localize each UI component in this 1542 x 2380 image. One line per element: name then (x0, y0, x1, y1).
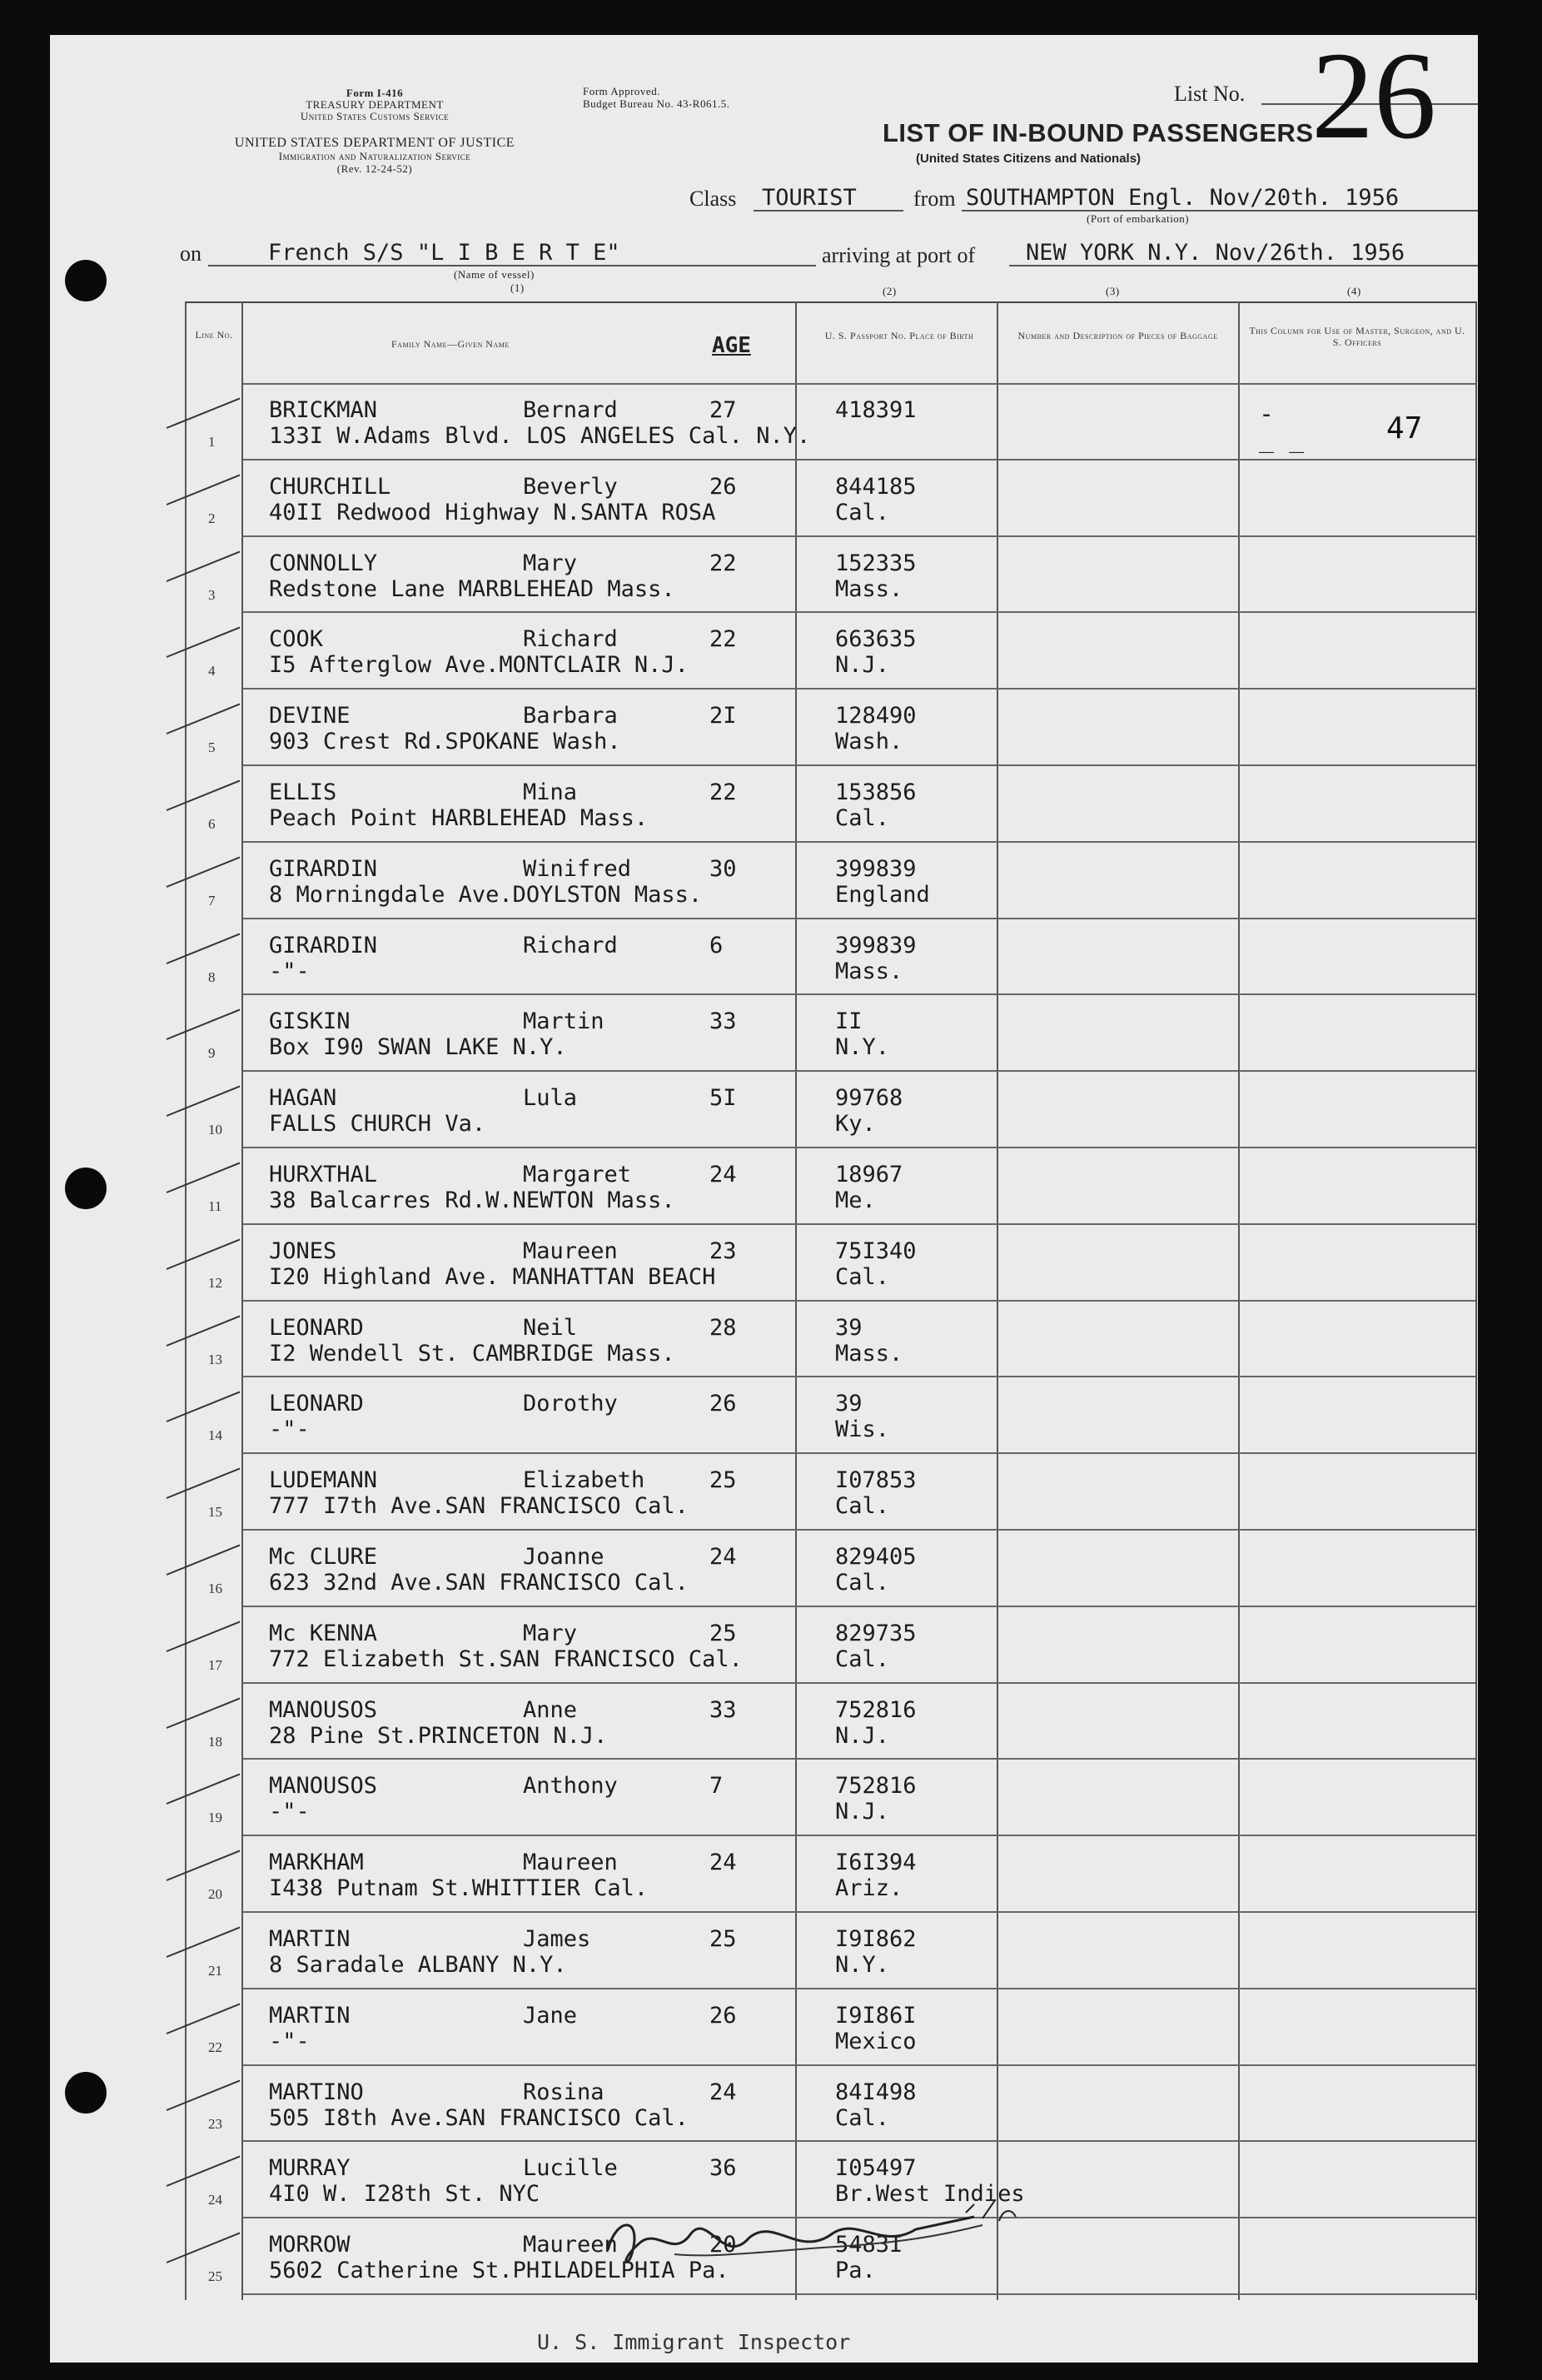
family-name: MARTINO (269, 2079, 364, 2105)
row-rule (243, 459, 1475, 461)
family-name: LEONARD (269, 1391, 364, 1417)
passport-number: 844185 (835, 473, 917, 500)
age: 27 (709, 397, 737, 423)
family-name: MANOUSOS (269, 1696, 378, 1723)
given-name: Winifred (523, 855, 632, 882)
passport-number: 5483I (835, 2232, 903, 2258)
line-number: 4 (208, 663, 216, 680)
given-name: Mina (523, 779, 578, 805)
punch-hole (65, 1168, 107, 1209)
line-number: 5 (208, 739, 216, 756)
line-number: 21 (208, 1963, 222, 1979)
age: 24 (709, 1162, 737, 1188)
place-of-birth: Mexico (835, 2028, 917, 2054)
family-name: DEVINE (269, 703, 351, 729)
port-embark-caption: (Port of embarkation) (1087, 212, 1190, 225)
address: Box I90 SWAN LAKE N.Y. (269, 1034, 567, 1061)
line-number: 17 (208, 1656, 222, 1673)
place-of-birth: Cal. (835, 499, 890, 525)
place-of-birth: Cal. (835, 1263, 890, 1290)
given-name: Beverly (523, 473, 618, 500)
given-name: Lula (523, 1085, 578, 1112)
row-rule (243, 764, 1475, 766)
row-rule (243, 1529, 1475, 1531)
row-rule (243, 1376, 1475, 1377)
passport-number: 128490 (835, 703, 917, 729)
line-number: 23 (208, 2115, 222, 2132)
given-name: Anthony (523, 1773, 618, 1800)
family-name: GIRARDIN (269, 855, 378, 882)
col-officers: This Column for Use of Master, Surgeon, and U. S. Officers (1249, 325, 1465, 348)
given-name: Neil (523, 1314, 578, 1341)
row-rule (243, 1758, 1475, 1760)
table-right-border (1475, 301, 1477, 2300)
family-name: MARKHAM (269, 1850, 364, 1876)
place-of-birth: Mass. (835, 1340, 903, 1367)
arrival-port: NEW YORK N.Y. Nov/26th. 1956 (1026, 240, 1405, 266)
col-baggage: Number and Description of Pieces of Baggage (1017, 330, 1218, 341)
family-name: GIRARDIN (269, 932, 378, 958)
age: 28 (709, 1314, 737, 1341)
col3-marker: (3) (1106, 285, 1120, 297)
family-name: ELLIS (269, 779, 337, 805)
address: Redstone Lane MARBLEHEAD Mass. (269, 575, 675, 602)
address: 8 Saradale ALBANY N.Y. (269, 1952, 567, 1978)
given-name: Jane (523, 2002, 578, 2029)
address: 38 Balcarres Rd.W.NEWTON Mass. (269, 1188, 675, 1213)
age: 22 (709, 626, 737, 653)
row-rule (243, 993, 1475, 995)
passport-number: 829735 (835, 1620, 917, 1646)
place-of-birth: N.J. (835, 1799, 890, 1825)
row-rule (243, 1911, 1475, 1913)
family-name: LUDEMANN (269, 1467, 378, 1494)
place-of-birth: Cal. (835, 1646, 890, 1672)
address: -"- (269, 1799, 310, 1825)
age: 7 (709, 1773, 724, 1800)
given-name: James (523, 1926, 591, 1952)
age: 24 (709, 1544, 737, 1570)
age: 25 (709, 1467, 737, 1494)
on-label: on (180, 241, 201, 266)
age: 6 (709, 932, 724, 958)
age: 22 (709, 779, 737, 805)
passport-number: I07853 (835, 1467, 917, 1494)
row-rule (243, 1070, 1475, 1072)
family-name: MURRAY (269, 2155, 351, 2182)
given-name: Lucille (523, 2155, 618, 2182)
passport-number: 752816 (835, 1773, 917, 1800)
family-name: GISKIN (269, 1008, 351, 1035)
passport-number: 39 (835, 1314, 863, 1341)
line-number: 14 (208, 1427, 222, 1444)
given-name: Maureen (523, 2232, 618, 2258)
row-rule (243, 1147, 1475, 1148)
address: 505 I8th Ave.SAN FRANCISCO Cal. (269, 2104, 689, 2131)
line-number: 19 (208, 1810, 222, 1826)
family-name: MORROW (269, 2232, 351, 2258)
form-approved: Form Approved. (583, 85, 660, 97)
line-number: 6 (208, 816, 216, 832)
address: 903 Crest Rd.SPOKANE Wash. (269, 729, 621, 755)
given-name: Elizabeth (523, 1467, 645, 1494)
place-of-birth: England (835, 881, 930, 908)
address: -"- (269, 2028, 310, 2054)
family-name: LEONARD (269, 1314, 364, 1341)
age: 33 (709, 1008, 737, 1035)
passport-number: 99768 (835, 1085, 903, 1112)
line-number: 12 (208, 1274, 222, 1291)
col-passport: U. S. Passport No. Place of Birth (824, 330, 974, 341)
passport-number: II (835, 1008, 863, 1035)
address: Peach Point HARBLEHEAD Mass. (269, 805, 649, 831)
passport-number: 75I340 (835, 1237, 917, 1264)
header-bottom-rule (243, 383, 1475, 385)
age: 23 (709, 1237, 737, 1264)
place-of-birth: Ky. (835, 1111, 876, 1138)
age: 24 (709, 1850, 737, 1876)
address: I5 Afterglow Ave.MONTCLAIR N.J. (269, 652, 689, 679)
row-rule (243, 1988, 1475, 1989)
given-name: Richard (523, 932, 618, 958)
address: -"- (269, 958, 310, 984)
place-of-birth: Ariz. (835, 1875, 903, 1902)
table-top-border (185, 301, 1477, 303)
passport-number: 663635 (835, 626, 917, 653)
given-name: Barbara (523, 703, 618, 729)
line-number: 24 (208, 2192, 222, 2208)
family-name: COOK (269, 626, 324, 653)
justice-dept: UNITED STATES DEPARTMENT OF JUSTICE (234, 136, 515, 150)
family-name: HURXTHAL (269, 1162, 378, 1188)
line-number: 20 (208, 1886, 222, 1903)
line-number: 9 (208, 1045, 216, 1062)
manifest-title: LIST OF IN-BOUND PASSENGERS (883, 118, 1314, 147)
place-of-birth: Cal. (835, 805, 890, 831)
place-of-birth: Cal. (835, 1570, 890, 1596)
age: 24 (709, 2079, 737, 2105)
col-name: Family Name—Given Name (391, 338, 510, 350)
list-number: 26 (1311, 27, 1436, 165)
place-of-birth: Mass. (835, 958, 903, 984)
officer-dash: - (1259, 400, 1275, 429)
line-number: 2 (208, 510, 216, 526)
family-name: MARTIN (269, 1926, 351, 1952)
age: 22 (709, 550, 737, 576)
col2-marker: (2) (883, 285, 897, 297)
place-of-birth: N.Y. (835, 1034, 890, 1061)
row-rule (243, 2293, 1475, 2295)
passport-number: I9I86I (835, 2002, 917, 2029)
form-number: Form I-416 (346, 87, 404, 99)
family-name: JONES (269, 1237, 337, 1264)
row-rule (243, 535, 1475, 537)
inspector-signature (583, 2200, 1049, 2292)
address: 5602 Catherine St.PHILADELPHIA Pa. (269, 2258, 729, 2284)
place-of-birth: Cal. (835, 2104, 890, 2131)
age: 30 (709, 855, 737, 882)
address: I438 Putnam St.WHITTIER Cal. (269, 1875, 649, 1902)
place-of-birth: Me. (835, 1188, 876, 1213)
list-no-label: List No. (1174, 82, 1246, 106)
address: I2 Wendell St. CAMBRIDGE Mass. (269, 1340, 675, 1367)
line-number: 3 (208, 586, 216, 603)
line-number: 25 (208, 2268, 222, 2285)
manifest-subtitle: (United States Citizens and Nationals) (916, 152, 1142, 166)
from-label: from (913, 187, 956, 211)
line-number: 16 (208, 1581, 222, 1596)
passport-number: 153856 (835, 779, 917, 805)
passport-number: 18967 (835, 1162, 903, 1188)
given-name: Anne (523, 1696, 578, 1723)
row-rule (243, 611, 1475, 613)
treasury-dept: TREASURY DEPARTMENT (306, 98, 444, 111)
col4-marker: (4) (1347, 285, 1361, 297)
col1-marker: (1) (510, 281, 525, 294)
address: 4I0 W. I28th St. NYC (269, 2181, 540, 2208)
class-value: TOURIST (762, 185, 857, 211)
row-rule (243, 1682, 1475, 1684)
age: 26 (709, 1391, 737, 1417)
address: 133I W.Adams Blvd. LOS ANGELES Cal. N.Y. (269, 423, 811, 449)
family-name: MARTIN (269, 2002, 351, 2029)
given-name: Maureen (523, 1850, 618, 1876)
arriving-label: arriving at port of (822, 243, 976, 267)
place-of-birth: N.Y. (835, 1952, 890, 1978)
revision: (Rev. 12-24-52) (336, 162, 413, 175)
family-name: MANOUSOS (269, 1773, 378, 1800)
row-rule (243, 1835, 1475, 1836)
given-name: Mary (523, 550, 578, 576)
vessel-caption: (Name of vessel) (454, 268, 535, 281)
family-name: CHURCHILL (269, 473, 391, 500)
passport-number: 39 (835, 1391, 863, 1417)
passport-number: I05497 (835, 2155, 917, 2182)
address: I20 Highland Ave. MANHATTAN BEACH (269, 1263, 716, 1290)
place-of-birth: Br.West Indies (835, 2181, 1025, 2208)
address: FALLS CHURCH Va. (269, 1111, 486, 1138)
family-name: Mc CLURE (269, 1544, 378, 1570)
age: 26 (709, 2002, 737, 2029)
passport-number: 399839 (835, 932, 917, 958)
port-of-embarkation: SOUTHAMPTON Engl. Nov/20th. 1956 (966, 185, 1400, 211)
vessel-name: French S/S "L I B E R T E" (268, 240, 620, 266)
col-age: AGE (712, 333, 751, 358)
place-of-birth: Cal. (835, 1493, 890, 1520)
line-number: 7 (208, 892, 216, 909)
given-name: Dorothy (523, 1391, 618, 1417)
age: 26 (709, 473, 737, 500)
passport-number: 84I498 (835, 2079, 917, 2105)
passport-number: I6I394 (835, 1850, 917, 1876)
address: 623 32nd Ave.SAN FRANCISCO Cal. (269, 1570, 689, 1596)
row-rule (243, 2140, 1475, 2142)
row-rule (243, 2064, 1475, 2066)
age: 20 (709, 2232, 737, 2258)
given-name: Richard (523, 626, 618, 653)
officer-rule: _ _ (1259, 425, 1305, 454)
passport-number: 752816 (835, 1696, 917, 1723)
age: 36 (709, 2155, 737, 2182)
passport-number: 418391 (835, 397, 917, 423)
row-rule (243, 688, 1475, 690)
address: 28 Pine St.PRINCETON N.J. (269, 1722, 608, 1749)
row-rule (243, 918, 1475, 919)
place-of-birth: Pa. (835, 2258, 876, 2284)
address: 40II Redwood Highway N.SANTA ROSA (269, 499, 716, 525)
place-of-birth: Mass. (835, 575, 903, 602)
given-name: Bernard (523, 397, 618, 423)
family-name: BRICKMAN (269, 397, 378, 423)
punch-hole (65, 260, 107, 301)
place-of-birth: Wash. (835, 729, 903, 755)
family-name: HAGAN (269, 1085, 337, 1112)
given-name: Margaret (523, 1162, 632, 1188)
age: 25 (709, 1620, 737, 1646)
given-name: Rosina (523, 2079, 604, 2105)
row-rule (243, 1452, 1475, 1454)
address: 772 Elizabeth St.SAN FRANCISCO Cal. (269, 1646, 743, 1672)
col-line-no: Line No. (195, 329, 233, 341)
line-number: 22 (208, 2039, 222, 2055)
row-rule (243, 1223, 1475, 1225)
address: -"- (269, 1417, 310, 1443)
age: 33 (709, 1696, 737, 1723)
inspector-stamp: U. S. Immigrant Inspector (537, 2330, 851, 2354)
customs-service: United States Customs Service (300, 110, 450, 122)
age: 25 (709, 1926, 737, 1952)
punch-hole (65, 2072, 107, 2114)
line-number: 13 (208, 1351, 222, 1367)
family-name: Mc KENNA (269, 1620, 378, 1646)
passport-number: 152335 (835, 550, 917, 576)
given-name: Mary (523, 1620, 578, 1646)
officer-note: 47 (1386, 411, 1423, 446)
passport-number: I9I862 (835, 1926, 917, 1952)
given-name: Martin (523, 1008, 604, 1035)
address: 777 I7th Ave.SAN FRANCISCO Cal. (269, 1493, 689, 1520)
passport-number: 399839 (835, 855, 917, 882)
budget-bureau: Budget Bureau No. 43-R061.5. (583, 97, 730, 110)
given-name: Joanne (523, 1544, 604, 1570)
ins-service: Immigration and Naturalization Service (278, 150, 471, 162)
age: 2I (709, 703, 737, 729)
line-number: 11 (208, 1198, 222, 1214)
row-rule (243, 841, 1475, 843)
line-number: 8 (208, 968, 216, 985)
place-of-birth: Wis. (835, 1417, 890, 1443)
address: 8 Morningdale Ave.DOYLSTON Mass. (269, 881, 703, 908)
row-rule (243, 1606, 1475, 1607)
family-name: CONNOLLY (269, 550, 378, 576)
row-rule (243, 1300, 1475, 1302)
given-name: Maureen (523, 1237, 618, 1264)
line-number: 18 (208, 1733, 222, 1750)
class-label: Class (689, 187, 737, 211)
line-number: 10 (208, 1122, 222, 1138)
table-left-border (185, 301, 187, 2300)
place-of-birth: N.J. (835, 652, 890, 679)
line-number: 15 (208, 1504, 222, 1521)
age: 5I (709, 1085, 737, 1112)
place-of-birth: N.J. (835, 1722, 890, 1749)
passport-number: 829405 (835, 1544, 917, 1570)
line-number: 1 (208, 434, 216, 450)
